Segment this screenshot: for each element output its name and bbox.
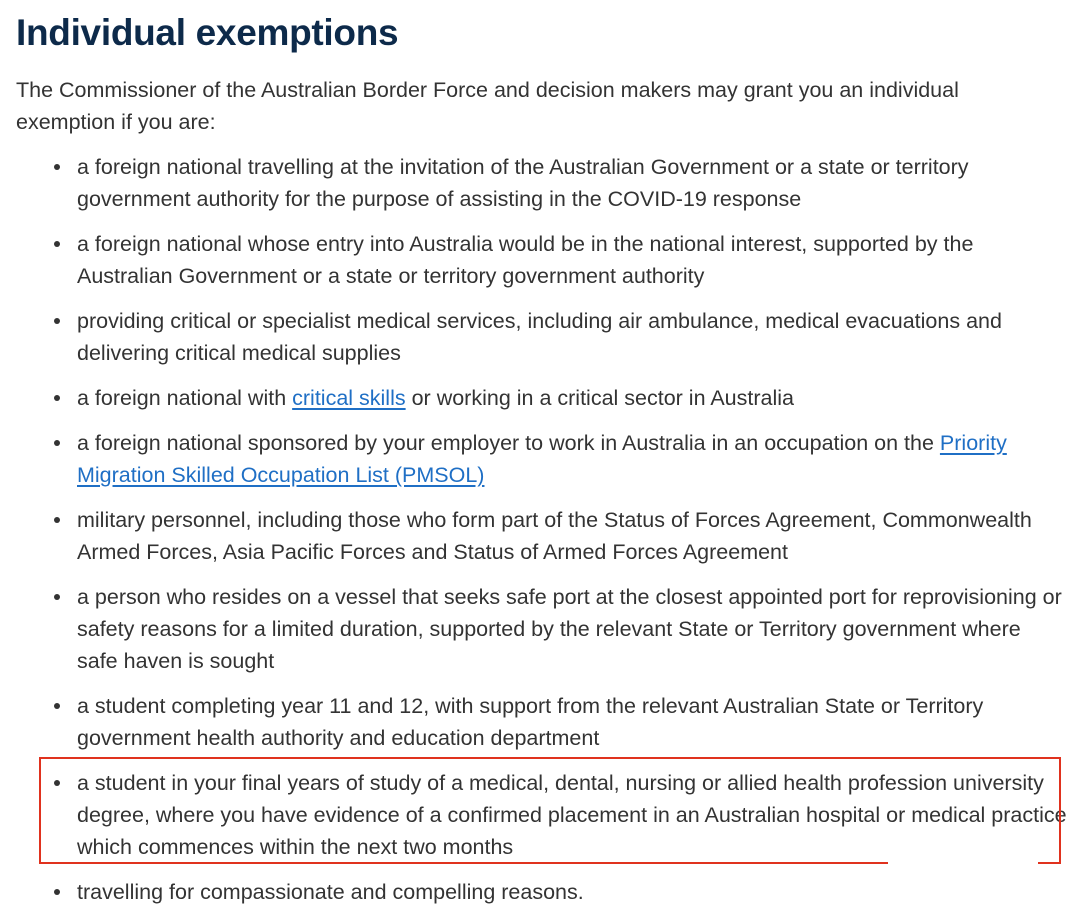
list-item — [16, 305, 1067, 369]
list-item-text: a student completing year 11 and 12, with support from the relevant Australian State or Territory government health authority and education department — [77, 694, 984, 750]
list-item-text: providing critical or specialist medical services, including air ambulance, medical evacuations and delivering critical medical supplies — [77, 309, 1002, 365]
bullet-icon — [54, 164, 60, 170]
list-item-text-before: a foreign national sponsored by your employer to work in Australia in an occupation on the — [77, 431, 940, 455]
list-item-text-after: or working in a critical sector in Australia — [405, 386, 794, 410]
list-item — [16, 876, 1067, 908]
bullet-icon — [54, 395, 60, 401]
list-item — [16, 690, 1067, 754]
list-item — [16, 427, 1067, 491]
bullet-icon — [54, 517, 60, 523]
list-item — [16, 151, 1067, 215]
bullet-icon — [54, 594, 60, 600]
bullet-icon — [54, 440, 60, 446]
list-item-text-before: a foreign national with — [77, 386, 293, 410]
list-item-text: a person who resides on a vessel that seeks safe port at the closest appointed port for reprovisioning or safety reasons for a limited duration, supported by the relevant State or Territory government where safe haven is sought — [77, 585, 1062, 673]
pmsol-link[interactable]: Priority Migration Skilled Occupation List (PMSOL) — [77, 431, 1007, 487]
bullet-icon — [54, 703, 60, 709]
list-item — [16, 228, 1067, 292]
annotation-gap — [888, 860, 1038, 868]
list-item — [16, 382, 1067, 414]
list-item-text: a foreign national whose entry into Australia would be in the national interest, supported by the Australian Government or a state or territory government authority — [77, 232, 974, 288]
intro-paragraph: The Commissioner of the Australian Border Force and decision makers may grant you an individual exemption if you are: — [16, 78, 959, 134]
list-item-text: military personnel, including those who form part of the Status of Forces Agreement, Commonwealth Armed Forces, Asia Pacific Forces and Status of Armed Forces Agreement — [77, 508, 1032, 564]
bullet-icon — [54, 889, 60, 895]
list-item-text: travelling for compassionate and compelling reasons. — [77, 880, 584, 904]
list-item — [16, 581, 1067, 677]
list-item-text: a student in your final years of study of a medical, dental, nursing or allied health profession university degree, where you have evidence of a confirmed placement in an Australian hospital or medical practice which commences within the next two months — [77, 771, 1067, 859]
bullet-icon — [54, 241, 60, 247]
list-item — [16, 504, 1067, 568]
list-item-text: a foreign national travelling at the invitation of the Australian Government or a state or territory government authority for the purpose of assisting in the COVID-19 response — [77, 155, 969, 211]
bullet-icon — [54, 318, 60, 324]
critical-skills-link[interactable]: critical skills — [292, 386, 406, 410]
page-title: Individual exemptions — [16, 12, 399, 53]
highlight-annotation-box — [39, 757, 1061, 864]
